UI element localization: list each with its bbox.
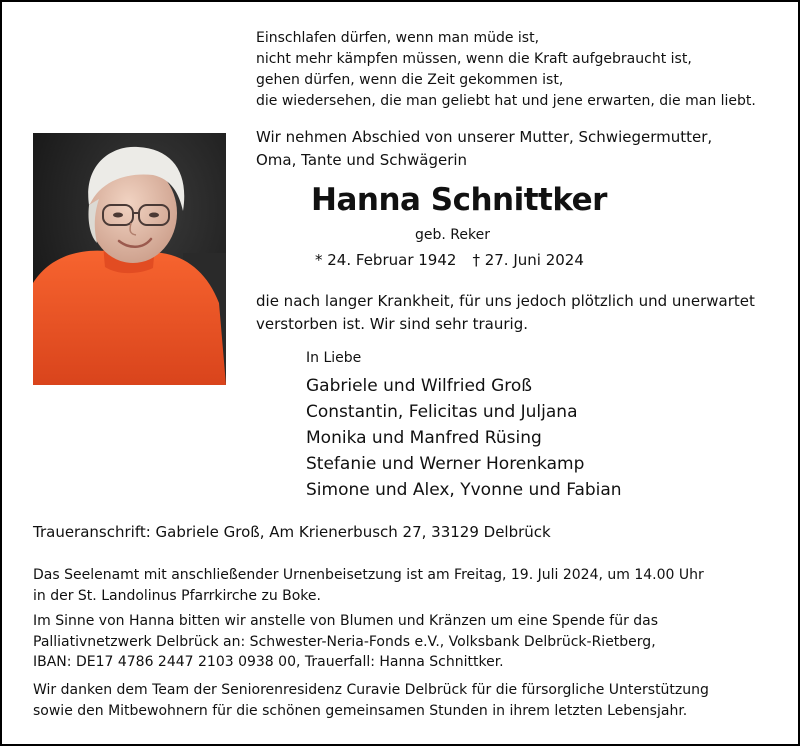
death-date: † 27. Juni 2024 (472, 251, 584, 269)
birth-date: * 24. Februar 1942 (315, 251, 457, 269)
mourner-entry: Monika und Manfred Rüsing (306, 428, 542, 448)
poem-line: Einschlafen dürfen, wenn man müde ist, (256, 30, 540, 46)
deceased-name: Hanna Schnittker (311, 182, 607, 218)
mourner-entry: Constantin, Felicitas und Juljana (306, 402, 578, 422)
intro-line: Oma, Tante und Schwägerin (256, 151, 468, 169)
intro-line: Wir nehmen Abschied von unserer Mutter, Schwiegermutter, (256, 128, 713, 146)
poem-line: gehen dürfen, wenn die Zeit gekommen ist, (256, 72, 564, 88)
thanks-notice (33, 680, 773, 721)
mourning-address: Traueranschrift: Gabriele Groß, Am Krienerbusch 27, 33129 Delbrück (33, 523, 551, 541)
poem-line: nicht mehr kämpfen müssen, wenn die Kraft aufgebraucht ist, (256, 51, 692, 67)
notice-line: Das Seelenamt mit anschließender Urnenbeisetzung ist am Freitag, 19. Juli 2024, um 14.00 Uhr (33, 567, 704, 583)
cause-line: die nach langer Krankheit, für uns jedoch plötzlich und unerwartet (256, 292, 755, 310)
cause-text (256, 290, 786, 336)
in-love-heading: In Liebe (306, 350, 362, 366)
mourner-entry: Simone und Alex, Yvonne und Fabian (306, 480, 622, 500)
notice-line: sowie den Mitbewohnern für die schönen gemeinsamen Stunden in ihrem letzten Lebensjahr. (33, 702, 688, 719)
mourner-entry: Stefanie und Werner Horenkamp (306, 454, 585, 474)
mourner-list (306, 373, 622, 503)
portrait-photo (33, 133, 226, 385)
notice-line: in der St. Landolinus Pfarrkirche zu Boke. (33, 587, 321, 604)
notice-line: Palliativnetzwerk Delbrück an: Schwester-Neria-Fonds e.V., Volksbank Delbrück-Rietberg, (33, 633, 656, 650)
notice-line: IBAN: DE17 4786 2447 2103 0938 00, Trauerfall: Hanna Schnittker. (33, 654, 504, 670)
life-dates (315, 250, 584, 271)
mourner-entry: Gabriele und Wilfried Groß (306, 376, 533, 396)
requiem-notice (33, 565, 773, 606)
notice-line: Wir danken dem Team der Seniorenresidenz Curavie Delbrück für die fürsorgliche Unterstützung (33, 682, 709, 698)
poem-line: die wiedersehen, die man geliebt hat und jene erwarten, die man liebt. (256, 93, 756, 109)
cause-line: verstorben ist. Wir sind sehr traurig. (256, 315, 528, 333)
poem (256, 28, 786, 112)
donation-notice (33, 611, 773, 673)
notice-line: Im Sinne von Hanna bitten wir anstelle von Blumen und Kränzen um eine Spende für das (33, 613, 659, 629)
birth-name: geb. Reker (415, 227, 490, 243)
farewell-intro (256, 126, 776, 172)
